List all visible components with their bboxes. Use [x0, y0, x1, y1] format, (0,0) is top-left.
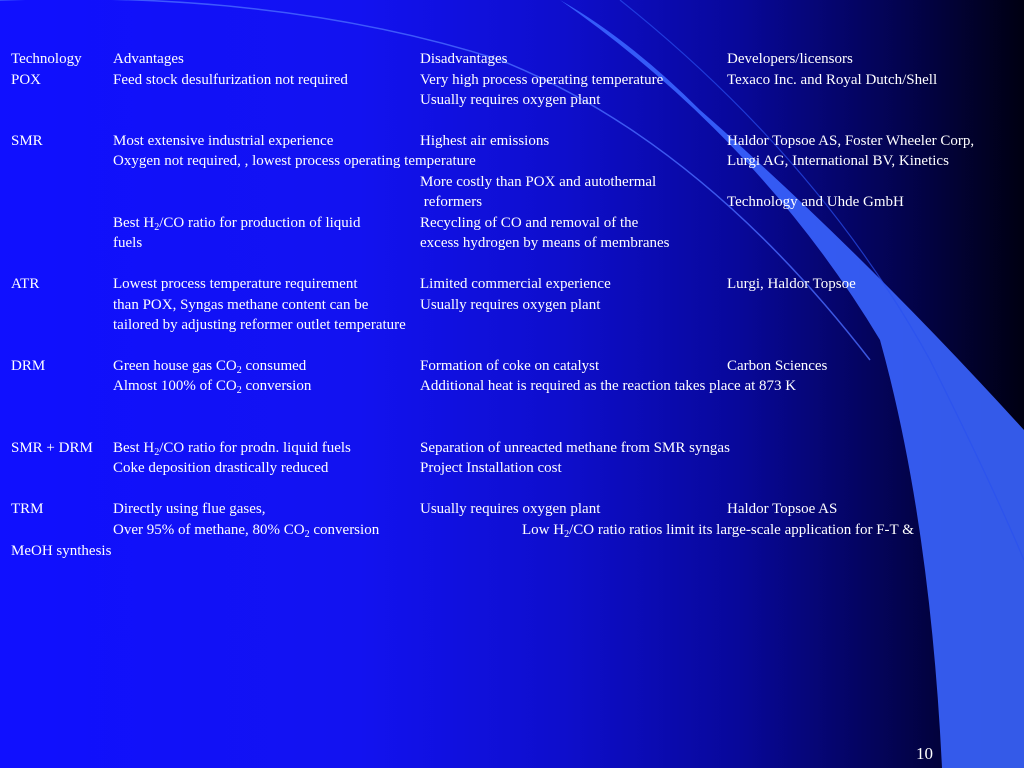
- smr-disadvantage-2: More costly than POX and autothermal: [420, 174, 657, 190]
- atr-disadvantage-1: Limited commercial experience: [420, 276, 611, 292]
- trm-developer-1: Haldor Topsoe AS: [727, 501, 838, 517]
- atr-advantage-2: than POX, Syngas methane content can be: [113, 297, 369, 313]
- smr-disadvantage-5: excess hydrogen by means of membranes: [420, 235, 670, 251]
- header-disadvantages: Disadvantages: [420, 51, 508, 67]
- trm-advantage-1: Directly using flue gases,: [113, 501, 266, 517]
- smr-advantage-3: Best $H_2/CO$ ratio for production of liquid: [113, 215, 361, 233]
- tech-trm: TRM: [11, 501, 44, 517]
- drm-advantage-2: Almost 100% of $CO_2$ conversion: [113, 378, 312, 396]
- tech-smr: SMR: [11, 133, 43, 149]
- tech-drm: DRM: [11, 358, 46, 374]
- tech-smr-drm: SMR + DRM: [11, 440, 93, 456]
- header-developers: Developers/licensors: [727, 51, 853, 67]
- smr-drm-disadvantage-1: Separation of unreacted methane from SMR syngas: [420, 440, 730, 456]
- smr-disadvantage-4: Recycling of CO and removal of the: [420, 215, 639, 231]
- drm-disadvantage-2: Additional heat is required as the reaction takes place at 873 K: [420, 378, 797, 394]
- drm-developer-1: Carbon Sciences: [727, 358, 828, 374]
- drm-disadvantage-1: Formation of coke on catalyst: [420, 358, 600, 374]
- trm-disadvantage-2-wrap: MeOH synthesis: [11, 543, 112, 559]
- trm-disadvantage-1: Usually requires oxygen plant: [420, 501, 601, 517]
- drm-advantage-1: Green house gas $CO_2$ consumed: [113, 358, 307, 376]
- smr-disadvantage-3: reformers: [420, 194, 483, 210]
- tech-atr: ATR: [11, 276, 40, 292]
- smr-developer-3: Technology and Uhde GmbH: [727, 194, 904, 210]
- smr-drm-advantage-1: Best $H_2/CO$ ratio for prodn. liquid fuels: [113, 440, 351, 458]
- header-technology: Technology: [11, 51, 82, 67]
- smr-advantage-1: Most extensive industrial experience: [113, 133, 334, 149]
- smr-advantage-2: Oxygen not required, , lowest process operating temperature: [113, 153, 476, 169]
- trm-disadvantage-2: Low $H_2/CO$ ratio ratios limit its large-scale application for F-T &: [522, 522, 914, 540]
- trm-advantage-2: Over 95% of methane, 80% $CO_2$ conversion: [113, 522, 380, 540]
- smr-disadvantage-1: Highest air emissions: [420, 133, 550, 149]
- pox-disadvantage-2: Usually requires oxygen plant: [420, 92, 601, 108]
- pox-developer-1: Texaco Inc. and Royal Dutch/Shell: [727, 72, 938, 88]
- atr-advantage-3: tailored by adjusting reformer outlet temperature: [113, 317, 406, 333]
- atr-disadvantage-2: Usually requires oxygen plant: [420, 297, 601, 313]
- smr-drm-advantage-2: Coke deposition drastically reduced: [113, 460, 329, 476]
- atr-developer-1: Lurgi, Haldor Topsoe: [727, 276, 856, 292]
- header-advantages: Advantages: [113, 51, 184, 67]
- smr-drm-disadvantage-2: Project Installation cost: [420, 460, 562, 476]
- tech-pox: POX: [11, 72, 42, 88]
- pox-disadvantage-1: Very high process operating temperature: [420, 72, 664, 88]
- page-number: 10: [916, 744, 933, 763]
- smr-advantage-3-line-2: fuels: [113, 235, 143, 251]
- atr-advantage-1: Lowest process temperature requirement: [113, 276, 358, 292]
- smr-developer-1: Haldor Topsoe AS, Foster Wheeler Corp,: [727, 133, 975, 149]
- smr-developer-2: Lurgi AG, International BV, Kinetics: [727, 153, 949, 169]
- pox-advantage-1: Feed stock desulfurization not required: [113, 72, 348, 88]
